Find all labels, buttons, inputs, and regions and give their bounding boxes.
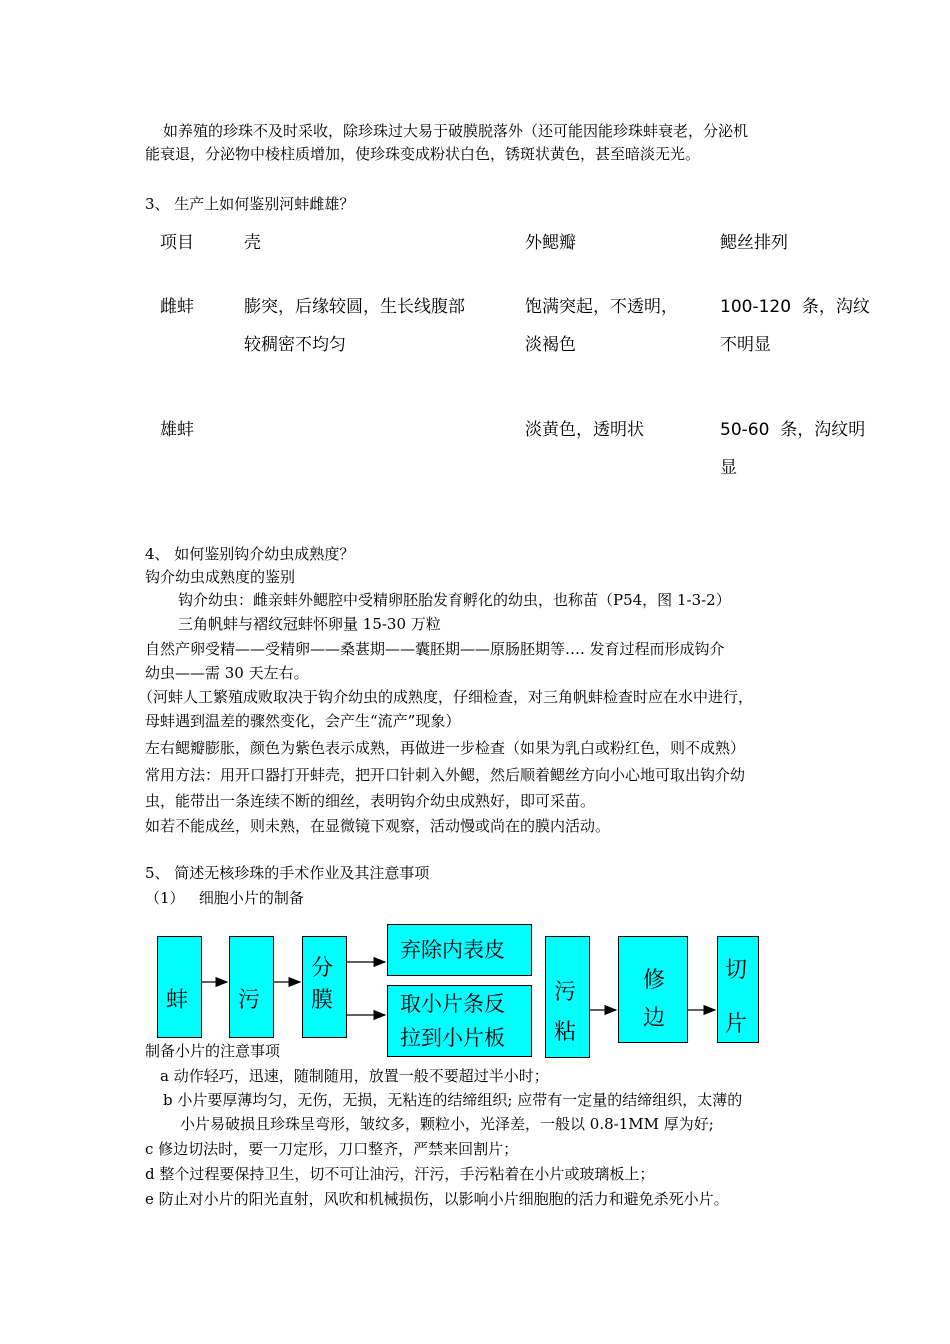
male-name: 雄蚌 [160,420,194,440]
flow-box-fenmo-label-2: 膜 [311,988,334,1013]
q5-title: 5、 简述无核珍珠的手术作业及其注意事项 [145,864,430,882]
flow-box-trim-label-1: 修 [643,968,666,993]
male-filament-line-1: 50-60 条，沟纹明 [720,420,866,440]
q4-line: 幼虫——需 30 天左右。 [145,664,309,682]
q4-line: 常用方法：用开口器打开蚌壳，把开口针刺入外鳃，然后顺着鳃丝方向小心地可取出钩介幼 [145,766,746,784]
notes-a: a 动作轻巧，迅速，随制随用，放置一般不要超过半小时； [160,1067,549,1085]
notes-e: e 防止对小片的阳光直射，风吹和机械损伤，以影响小片细胞胞的活力和避免杀死小片。 [145,1190,729,1208]
q4-line: 三角帆蚌与褶纹冠蚌怀卵量 15-30 万粒 [178,615,441,633]
flow-box-wuzhan-label-2: 粘 [554,1020,577,1045]
male-gill-line-1: 淡黄色，透明状 [525,420,644,440]
female-shell-line-1: 膨突，后缘较圆，生长线腹部 [244,297,465,317]
flow-box-wuzhan-label-1: 污 [554,980,577,1005]
female-gill-line-1: 饱满突起，不透明， [525,297,678,317]
flow-box-cut-label-1: 切 [725,958,748,983]
intro-line-1: 如养殖的珍珠不及时采收，除珍珠过大易于破膜脱落外（还可能因能珍珠蚌衰老，分泌机 [163,122,749,140]
female-filament-line-1: 100-120 条，沟纹 [720,297,870,317]
q4-line: 钩介幼虫成熟度的鉴别 [145,568,296,586]
q4-line: 虫，能带出一条连续不断的细丝，表明钩介幼虫成熟好，即可采苗。 [145,792,596,810]
female-gill-line-2: 淡褐色 [525,335,576,355]
table-header-filament: 鳃丝排列 [720,233,788,253]
notes-title: 制备小片的注意事项 [145,1042,281,1060]
q4-line: 如若不能成丝，则未熟，在显微镜下观察，活动慢或尚在的膜内活动。 [145,817,611,835]
notes-c: c 修边切法时，要一刀定形，刀口整齐，严禁来回割片； [145,1140,519,1158]
table-header-gill: 外鳃瓣 [525,233,576,253]
q4-line: 母蚌遇到温差的骤然变化，会产生“流产”现象） [145,712,461,730]
notes-b-line-2: 小片易破损且珍珠呈弯形，皱纹多，颗粒小，光泽差，一般以 0.8-1MM 厚为好; [180,1115,714,1133]
female-filament-line-2: 不明显 [720,335,771,355]
flow-box-take-strip-label-1: 取小片条反 [400,992,505,1016]
flow-box-wu-label: 污 [238,988,261,1013]
q4-title: 4、 如何鉴别钩介幼虫成熟度？ [145,545,355,563]
male-filament-line-2: 显 [720,458,737,478]
flow-box-fenmo-label-1: 分 [311,956,334,981]
flow-box-trim-label-2: 边 [643,1006,666,1031]
flow-box-bang-label: 蚌 [166,988,189,1013]
female-name: 雌蚌 [160,297,194,317]
flow-box-remove-epidermis-label: 弃除内表皮 [400,938,505,962]
flow-box-cut-label-2: 片 [725,1012,748,1037]
notes-d: d 整个过程要保持卫生，切不可让油污，汗污，手污粘着在小片或玻璃板上； [145,1165,655,1183]
table-header-item: 项目 [160,233,194,253]
q4-line: 钩介幼虫：雌亲蚌外鳃腔中受精卵胚胎发育孵化的幼虫，也称苗（P54，图 1-3-2） [178,591,731,609]
intro-line-2: 能衰退，分泌物中棱柱质增加，使珍珠变成粉状白色，锈斑状黄色，甚至暗淡无光。 [145,145,701,163]
q4-line: 自然产卵受精——受精卵——桑葚期——囊胚期——原肠胚期等…. 发育过程而形成钩介 [145,640,725,658]
q4-line: 左右鳃瓣膨胀，颜色为紫色表示成熟，再做进一步检查（如果为乳白或粉红色，则不成熟） [145,739,746,757]
q5-subtitle: （1） 细胞小片的制备 [145,889,304,907]
q3-title: 3、 生产上如何鉴别河蚌雌雄？ [145,195,355,213]
flow-box-take-strip-label-2: 拉到小片板 [400,1026,505,1050]
notes-b-line-1: b 小片要厚薄均匀，无伤，无损，无粘连的结缔组织; 应带有一定量的结缔组织，太薄的 [163,1091,743,1109]
table-header-shell: 壳 [244,233,261,253]
female-shell-line-2: 较稠密不均匀 [244,335,346,355]
q4-line: （河蚌人工繁殖成败取决于钩介幼虫的成熟度，仔细检查，对三角帆蚌检查时应在水中进行， [138,688,754,706]
